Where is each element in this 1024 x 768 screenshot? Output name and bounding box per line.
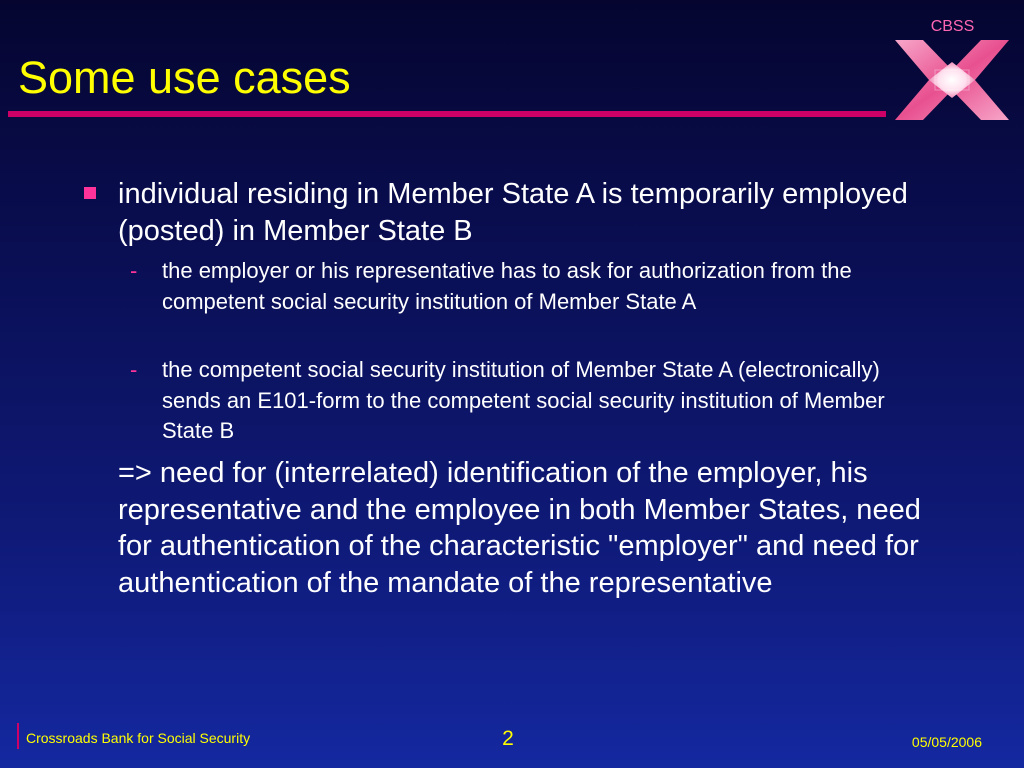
dash-marker: - — [130, 258, 138, 283]
page-number: 2 — [502, 727, 514, 750]
slide-title: Some use cases — [18, 52, 351, 103]
bullet-text: individual residing in Member State A is temporarily employed (posted) in Member State B — [118, 178, 908, 247]
logo-text: CBSS — [930, 18, 975, 35]
sub-bullet-text-1: the employer or his representative has to ask for authorization from the competent social security institution of Member State A — [162, 258, 852, 314]
conclusion-text: => need for (interrelated) identification of the employer, his representative and the employee in both Member States, need for authentication of the characteristic "employer" and need for authentication of the mandate of the representative — [118, 457, 921, 599]
square-bullet-icon — [84, 187, 96, 199]
footer-divider — [17, 723, 19, 749]
footer-organization: Crossroads Bank for Social Security — [26, 730, 251, 746]
footer-date: 05/05/2006 — [911, 734, 982, 750]
sub-bullet-text-2: the competent social security institution of Member State A (electronically) sends an E101-form to the competent social security institution of Member State B — [162, 357, 885, 443]
dash-marker: - — [130, 357, 138, 382]
